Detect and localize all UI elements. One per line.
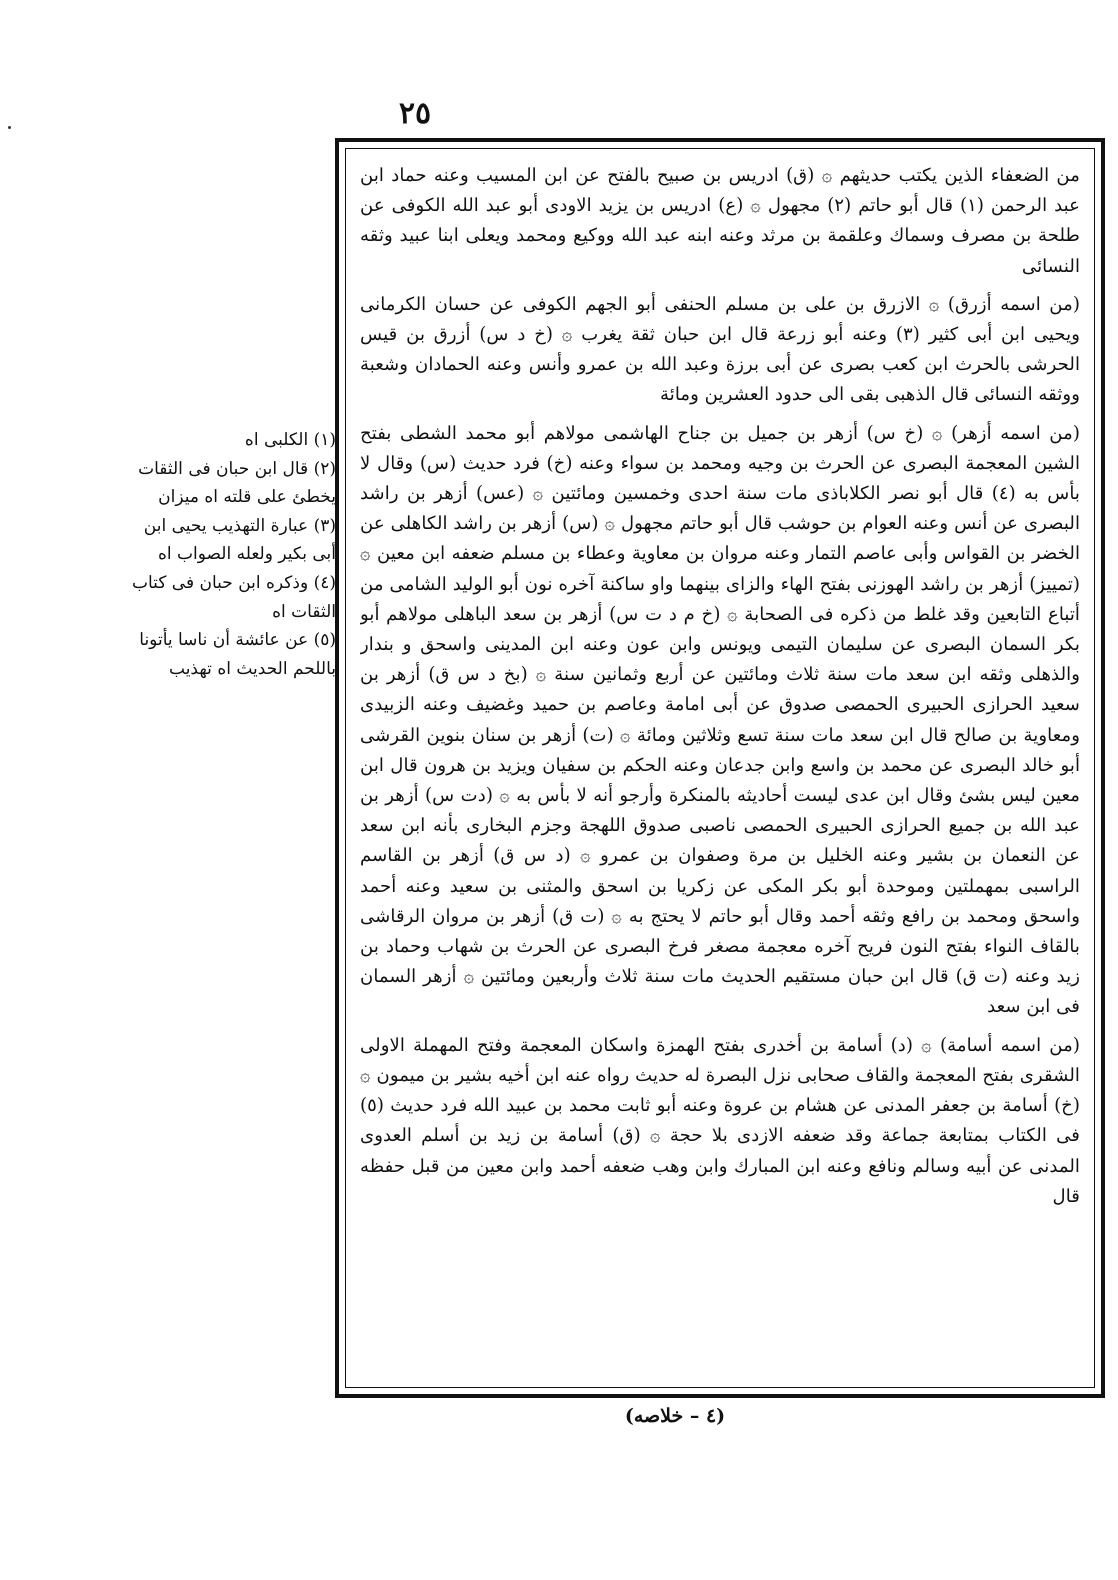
- footnote-5: (٥) عن عائشة أن ناسا يأتونا باللحم الحديث اه تهذيب: [139, 630, 336, 679]
- main-text-block: [360, 161, 1080, 1379]
- sheet-signature-label: (٤ – خلاصه): [624, 1405, 726, 1427]
- footnote-1: (١) الكلبى اه: [244, 430, 336, 450]
- text-frame-inner-border: [345, 148, 1095, 1388]
- section-azraq: (من اسمه أزرق) ۞ الازرق بن على بن مسلم الحنفى أبو الجهم الكوفى عن حسان الكرمانى ويحيى ابن أبى كثير (٣) وعنه أبو زرعة قال ابن حبان ثقة يغرب ۞ (خ د س) أزرق بن قيس الحرشى بالحرث ابن كعب بصرى عن أبى برزة وعبد الله بن عمرو وأنس وعنه الحمادان وشعبة ووثقه النسائى قال الذهبى بقى الى حدود العشرين ومائة: [360, 293, 1080, 406]
- footnote-3: (٣) عبارة التهذيب يحيى ابن أبى بكير ولعله الصواب اه: [143, 515, 336, 565]
- section-usama: (من اسمه أسامة) ۞ (د) أسامة بن أخدرى بفتح الهمزة واسكان المعجمة وفتح المهملة الاولى الشقرى بفتح المعجمة والقاف صحابى نزل البصرة له حديث رواه عنه ابن أخيه بشير بن ميمون ۞ (خ) أسامة بن جعفر المدنى عن هشام بن عروة وعنه أبو ثابت محمد بن عبيد الله فرد حديث (٥) فى الكتاب بمتابعة جماعة وقد ضعفه الازدى بلا حجة ۞ (ق) أسامة بن زيد بن أسلم العدوى المدنى عن أبيه وسالم ونافع وعنه ابن المبارك وابن وهب ضعفه أحمد وابن معين من قبل حفظه قال: [360, 1034, 1080, 1207]
- paragraph-idris: من الضعفاء الذين يكتب حديثهم ۞ (ق) ادريس بن صبيح بالفتح عن ابن المسيب وعنه حماد ابن عبد الرحمن (١) قال أبو حاتم (٢) مجهول ۞ (ع) ادريس بن يزيد الاودى أبو عبد الله الكوفى عن طلحة بن مصرف وسماك وعلقمة بن مرثد وعنه ابنه عبد الله ووكيع ومحمد ويعلى ابنا عبيد وثقه النسائى: [360, 165, 1080, 277]
- footnote-2: (٢) قال ابن حبان فى الثقات يخطئ على قلته اه ميزان: [138, 458, 336, 508]
- margin-dot: [8, 126, 11, 129]
- text-frame: [335, 138, 1105, 1398]
- footnote-4: (٤) وذكره ابن حبان فى كتاب الثقات اه: [132, 572, 336, 622]
- footnotes-column: [132, 426, 336, 683]
- page-number: ٢٥: [398, 96, 432, 131]
- section-azhar: (من اسمه أزهر) ۞ (خ س) أزهر بن جميل بن جناح الهاشمى مولاهم أبو محمد الشطى بفتح الشين المعجمة البصرى عن الحرث بن وجيه ومحمد بن سواء وعنه (خ) فرد حديث (س) وقال لا بأس به (٤) قال أبو نصر الكلاباذى مات سنة احدى وخمسين ومائتين ۞ (عس) أزهر بن راشد البصرى عن أنس وعنه العوام بن حوشب قال أبو حاتم مجهول ۞ (س) أزهر بن راشد الكاهلى عن الخضر بن القواس وأبى عاصم التمار وعنه مروان بن معاوية وعطاء بن مسلم ضعفه ابن معين ۞ (تمييز) أزهر بن راشد الهوزنى بفتح الهاء والزاى بينهما واو ساكنة آخره نون أبو الوليد الشامى من أتباع التابعين وقد غلط من ذكره فى الصحابة ۞ (خ م د ت س) أزهر بن سعد الباهلى مولاهم أبو بكر السمان البصرى عن سليمان التيمى ويونس وابن عون وعنه ابن المدينى واسحق و بندار والذهلى وثقه ابن سعد مات سنة ثلاث ومائتين عن أربع وثمانين سنة ۞ (بخ د س ق) أزهر بن سعيد الحرازى الحبيرى الحمصى صدوق عن أبى امامة وعاصم بن حميد وغضيف وعنه الزبيدى ومعاوية بن صالح قال ابن سعد مات سنة تسع وثلاثين ومائة ۞ (ت) أزهر بن سنان بنوين القرشى أبو خالد البصرى عن محمد بن واسع وابن جدعان وعنه الحكم بن سفيان ويزيد بن هرون قال ابن معين ليس بشئ وقال ابن عدى ليست أحاديثه بالمنكرة وأرجو أنه لا بأس به ۞ (دت س) أزهر بن عبد الله بن جميع الحرازى الحبيرى الحمصى ناصبى صدوق اللهجة وجزم البخارى بأنه ابن سعد عن النعمان بن بشير وعنه الخليل بن مرة وصفوان بن عمرو ۞ (د س ق) أزهر بن القاسم الراسبى بمهملتين وموحدة أبو بكر المكى عن زكريا بن اسحق والمثنى بن سعيد وعنه أحمد واسحق ومحمد بن رافع وثقه أحمد وقال أبو حاتم لا يحتج به ۞ (ت ق) أزهر بن مروان الرقاشى بالقاف النواء بفتح النون فريح آخره معجمة مصغر فرخ البصرى عن الحرث بن شهاب وحماد بن زيد وعنه (ت ق) قال ابن حبان مستقيم الحديث مات سنة ثلاث وأربعين ومائتين ۞ أزهر السمان فى ابن سعد: [360, 422, 1080, 1018]
